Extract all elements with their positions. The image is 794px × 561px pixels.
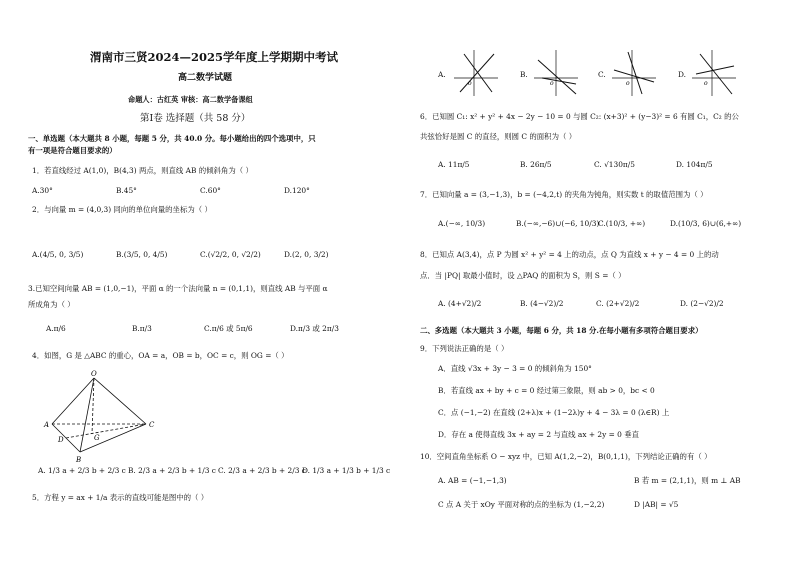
- q6-option-a: A. 11π/5: [438, 160, 470, 169]
- label-a: A: [44, 421, 50, 429]
- q3-line1: 3.已知空间向量 AB = (1,0,−1)，平面 α 的一个法向量 n = (0,1,1)，则直线 AB 与平面 α: [28, 284, 328, 293]
- q6-option-b: B. 26π/5: [520, 160, 552, 169]
- section1-heading-1: 一、单选题（本大题共 8 小题，每题 5 分，共 40.0 分。每小题给出的四个选项中，只: [28, 134, 316, 143]
- q8-option-b: B. (4−√2)/2: [520, 299, 564, 308]
- q6-line1: 6．已知圆 C₁: x² + y² + 4x − 2y − 10 = 0 与圆 C₂: (x+3)² + (y−3)² = 6 有圆 C₁，C₂ 的公: [420, 112, 739, 121]
- q1-option-a: A.30°: [32, 186, 53, 195]
- label-b: B: [76, 456, 82, 464]
- q8-option-a: A. (4+√2)/2: [438, 299, 482, 308]
- edge-bc: [80, 424, 146, 452]
- edge-oc: [94, 378, 146, 424]
- q7-option-d: D.(10/3, 6)∪(6,+∞): [670, 219, 742, 228]
- q5-graph-d: [690, 48, 740, 98]
- q1-option-b: B.45°: [116, 186, 137, 195]
- q5-graph-a-origin: o: [468, 80, 472, 87]
- exam-subtitle: 高二数学试题: [178, 73, 233, 83]
- q10-option-c: C 点 A 关于 xOy 平面对称的点的坐标为 (1,−2,2): [438, 500, 605, 509]
- label-d: D: [58, 436, 64, 444]
- q2-option-a: A.(4/5, 0, 3/5): [32, 250, 84, 259]
- q5-stem: 5．方程 y = ax + 1/a 表示的直线可能是图中的（ ）: [32, 493, 209, 502]
- q3-line2: 所成角为（ ）: [28, 300, 75, 309]
- q4-option-a: A. 1/3 a + 2/3 b + 2/3 c: [38, 466, 126, 475]
- q7-stem: 7．已知向量 a = (3,−1,3)，b = (−4,2,t) 的夹角为钝角，则实数 t 的取值范围为（ ）: [420, 190, 708, 199]
- edge-oa: [52, 378, 94, 424]
- q5-graph-c-origin: o: [626, 80, 630, 87]
- section2-heading: 二、多选题（本大题共 3 小题，每题 6 分，共 18 分.在每小题有多项符合题目要求）: [420, 326, 703, 335]
- edge-ob: [80, 378, 94, 452]
- q6-option-d: D. 104π/5: [676, 160, 713, 169]
- q4-option-d: D. 1/3 a + 1/3 b + 1/3 c: [302, 466, 391, 475]
- q3-option-c: C.π/6 或 5π/6: [204, 324, 253, 333]
- q10-option-b: B 若 m = (2,1,1)，则 m ⊥ AB: [634, 476, 741, 485]
- label-c: C: [149, 421, 155, 429]
- median-cd: [66, 424, 146, 438]
- q3-option-b: B.π/3: [132, 324, 152, 333]
- q4-option-c: C. 2/3 a + 2/3 b + 2/3 c: [218, 466, 306, 475]
- label-o: O: [91, 370, 97, 378]
- q8-line1: 8．已知点 A(3,4)，点 P 为圆 x² + y² = 4 上的动点，点 Q 为直线 x + y − 4 = 0 上的动: [420, 250, 719, 259]
- q2-option-c: C.(√2/2, 0, √2/2): [200, 250, 261, 259]
- q4-option-b: B. 2/3 a + 2/3 b + 1/3 c: [128, 466, 216, 475]
- label-g: G: [94, 434, 100, 442]
- q5-option-d: D.: [678, 70, 687, 79]
- q9-stem: 9．下列说法正确的是（ ）: [420, 344, 509, 353]
- q5-option-c: C.: [598, 70, 606, 79]
- q3-option-d: D.π/3 或 2π/3: [290, 324, 339, 333]
- q10-option-d: D |AB| = √5: [634, 500, 679, 509]
- q2-stem: 2．与向量 m = (4,0,3) 同向的单位向量的坐标为（ ）: [32, 205, 212, 214]
- exam-title: 渭南市三贤2024—2025学年度上学期期中考试: [90, 50, 339, 64]
- q5-option-a: A.: [438, 70, 446, 79]
- q5-graph-b-origin: o: [550, 80, 554, 87]
- q9-option-c: C．点 (−1,−2) 在直线 (2+λ)x + (1−2λ)y + 4 − 3λ = 0 (λ∈R) 上: [438, 408, 670, 417]
- exam-authors: 命题人：古红英 审核：高二数学备课组: [128, 95, 253, 104]
- q3-option-a: A.π/6: [46, 324, 66, 333]
- q9-option-b: B．若直线 ax + by + c = 0 经过第三象限，则 ab > 0，bc < 0: [438, 386, 655, 395]
- q5-graph-b: [532, 48, 582, 98]
- q8-option-c: C. (2+√2)/2: [596, 299, 640, 308]
- q10-option-a: A. AB = (−1,−1,3): [438, 476, 507, 485]
- q5-graph-d-origin: o: [704, 80, 708, 87]
- q5-graph-c: [610, 48, 660, 98]
- q10-stem: 10．空间直角坐标系 O − xyz 中，已知 A(1,2,−2)，B(0,1,1)，下列结论正确的有（ ）: [420, 452, 712, 461]
- q7-option-b: B.(−∞,−6)∪(−6, 10/3): [516, 219, 600, 228]
- q4-stem: 4．如图，G 是 △ABC 的重心，OA = a，OB = b，OC = c，则 OG =（ ）: [32, 351, 289, 360]
- q7-option-c: C.(10/3, +∞): [598, 219, 646, 228]
- q2-option-b: B.(3/5, 0, 4/5): [116, 250, 168, 259]
- q8-option-d: D. (2−√2)/2: [680, 299, 724, 308]
- q8-line2: 点．当 |PQ| 取最小值时，设 △PAQ 的面积为 S，则 S =（ ）: [420, 271, 626, 280]
- q9-option-a: A．直线 √3x + 3y − 3 = 0 的倾斜角为 150°: [438, 364, 592, 373]
- q1-option-d: D.120°: [284, 186, 310, 195]
- part1-title: 第Ⅰ卷 选择题（共 58 分）: [140, 113, 251, 124]
- q4-tetrahedron-figure: [46, 372, 166, 467]
- q2-option-d: D.(2, 0, 3/2): [284, 250, 329, 259]
- q5-graph-a: [452, 48, 502, 98]
- q6-line2: 共弦恰好是圆 C 的直径，则圆 C 的面积为（ ）: [420, 132, 577, 141]
- q7-option-a: A.(−∞, 10/3): [438, 219, 486, 228]
- q5-option-b: B.: [520, 70, 528, 79]
- section1-heading-2: 有一项是符合题目要求的）: [28, 146, 117, 155]
- q1-stem: 1．若直线经过 A(1,0)，B(4,3) 两点，则直线 AB 的倾斜角为（ ）: [32, 166, 253, 175]
- q1-option-c: C.60°: [200, 186, 221, 195]
- q6-option-c: C. √130π/5: [594, 160, 635, 169]
- q9-option-d: D．存在 a 使得直线 3x + ay = 2 与直线 ax + 2y = 0 垂直: [438, 430, 639, 439]
